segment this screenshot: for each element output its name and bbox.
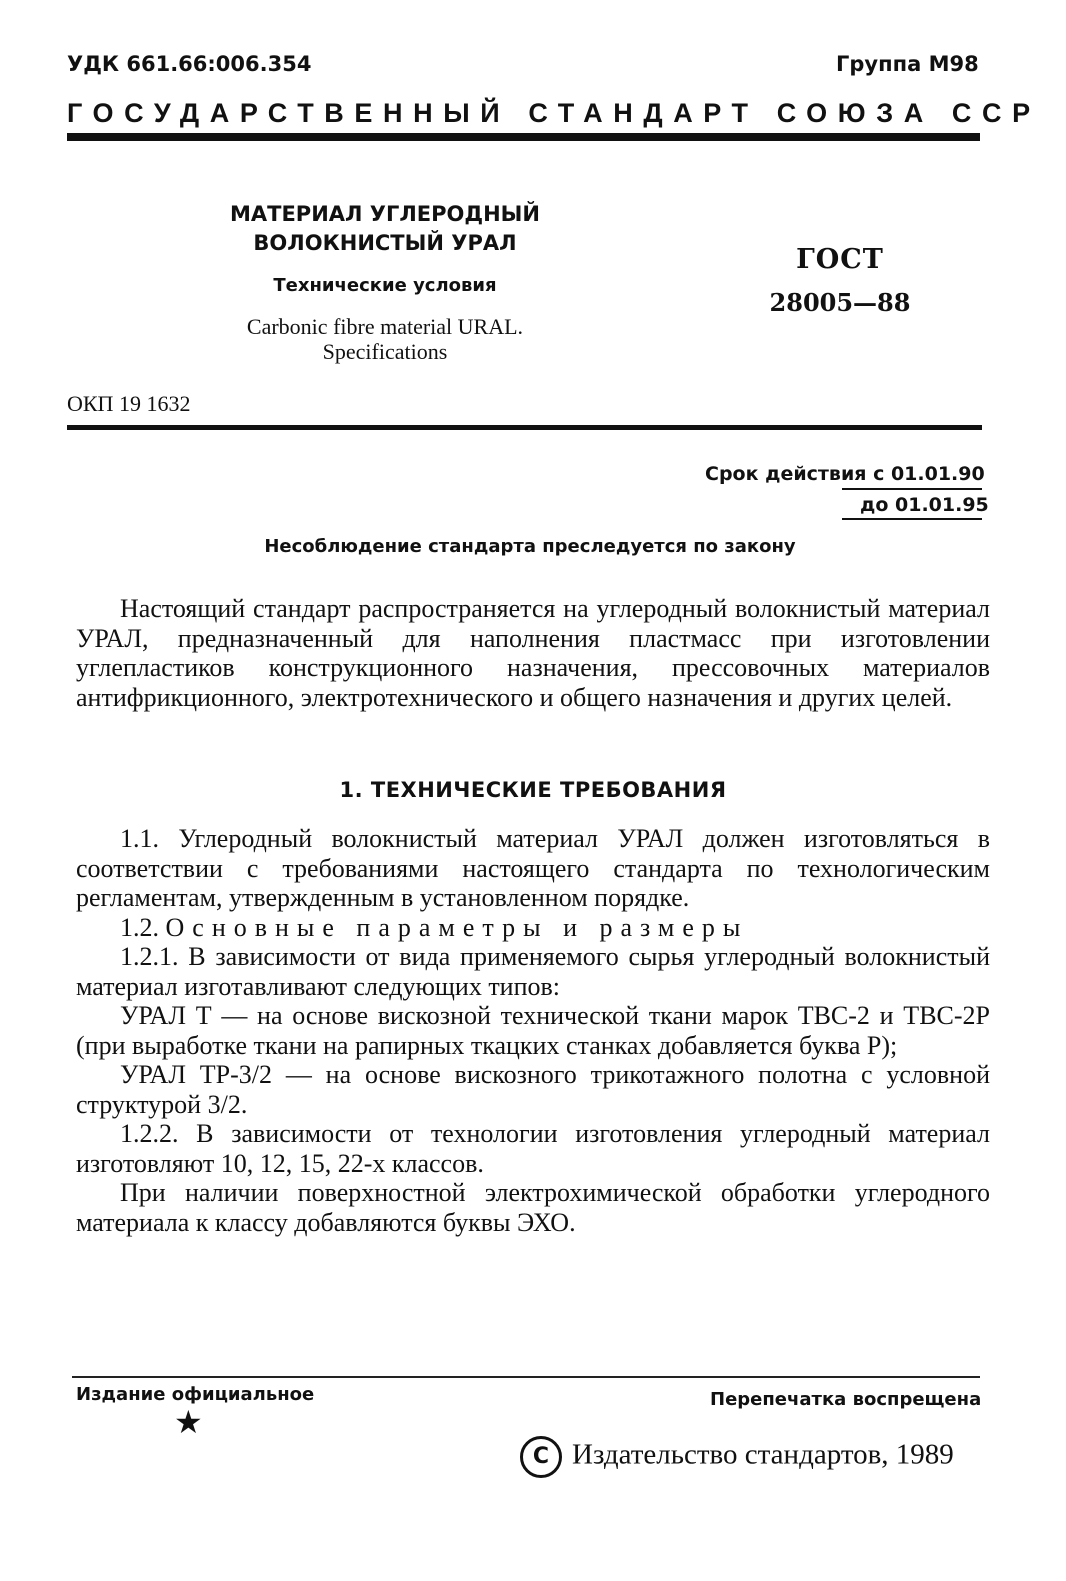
- eho-paragraph: При наличии поверхностной электрохимической обработки углеродного материала к классу добавляются буквы ЭХО.: [76, 1178, 990, 1237]
- title-subtitle: Технические условия: [273, 275, 497, 296]
- clause-1-2: [76, 913, 990, 943]
- copyright-icon: C: [520, 1436, 562, 1478]
- type-ural-tr: УРАЛ ТР-3/2 — на основе вискозного трикотажного полотна с условной структурой 3/2.: [76, 1060, 990, 1119]
- intro-paragraph: Настоящий стандарт распространяется на углеродный волокнистый материал УРАЛ, предназначенный для наполнения пластмасс при изготовлении углепластиков конструкционного назначения, прессовочных материалов антифрикционного, электротехнического и общего назначения и других целей.: [76, 594, 990, 712]
- publisher-line: [520, 1436, 954, 1478]
- english-title-line-2: Specifications: [322, 339, 448, 364]
- clause-1-2-title: Основные параметры и размеры: [165, 912, 749, 942]
- star-icon: ★: [174, 1404, 203, 1440]
- clause-1-2-number: 1.2.: [120, 912, 159, 942]
- state-standard-banner: ГОСУДАРСТВЕННЫЙ СТАНДАРТ СОЮЗА ССР: [67, 98, 1041, 128]
- gost-label: ГОСТ: [796, 244, 884, 275]
- intro-block: [76, 594, 990, 712]
- section-heading: 1. ТЕХНИЧЕСКИЕ ТРЕБОВАНИЯ: [339, 778, 727, 802]
- english-title-line-1: Carbonic fibre material URAL.: [246, 314, 524, 339]
- validity-from-underline: [842, 488, 982, 490]
- validity-to-underline: [842, 518, 982, 520]
- clause-1-1: 1.1. Углеродный волокнистый материал УРАЛ должен изготовляться в соответствии с требованиями настоящего стандарта по технологическим регламентам, утвержденным в установленном порядке.: [76, 824, 990, 912]
- publisher-text: Издательство стандартов, 1989: [572, 1438, 954, 1471]
- validity-to: до 01.01.95: [860, 494, 989, 516]
- section-body: [76, 824, 990, 1237]
- law-notice: Несоблюдение стандарта преследуется по закону: [264, 536, 796, 557]
- reprint-prohibited: Перепечатка воспрещена: [710, 1389, 982, 1410]
- udk-code: УДК 661.66:006.354: [67, 52, 312, 76]
- official-edition: Издание официальное: [76, 1384, 315, 1405]
- validity-from: Срок действия с 01.01.90: [705, 463, 985, 485]
- clause-1-2-2: 1.2.2. В зависимости от технологии изготовления углеродный материал изготовляют 10, 12, 15, 22-х классов.: [76, 1119, 990, 1178]
- header-rule: [67, 133, 980, 141]
- group-code: Группа М98: [836, 52, 979, 76]
- footer-rule: [72, 1376, 980, 1378]
- clause-1-2-1: 1.2.1. В зависимости от вида применяемого сырья углеродный волокнистый материал изготавливают следующих типов:: [76, 942, 990, 1001]
- gost-number: 28005—88: [769, 288, 911, 317]
- type-ural-t: УРАЛ Т — на основе вискозной технической ткани марок ТВС-2 и ТВС-2Р (при выработке ткани на рапирных ткацких станках добавляется буква Р);: [76, 1001, 990, 1060]
- title-rule: [67, 425, 982, 430]
- title-line-1: МАТЕРИАЛ УГЛЕРОДНЫЙ: [229, 202, 540, 226]
- okp-code: ОКП 19 1632: [67, 391, 191, 416]
- title-line-2: ВОЛОКНИСТЫЙ УРАЛ: [253, 231, 517, 255]
